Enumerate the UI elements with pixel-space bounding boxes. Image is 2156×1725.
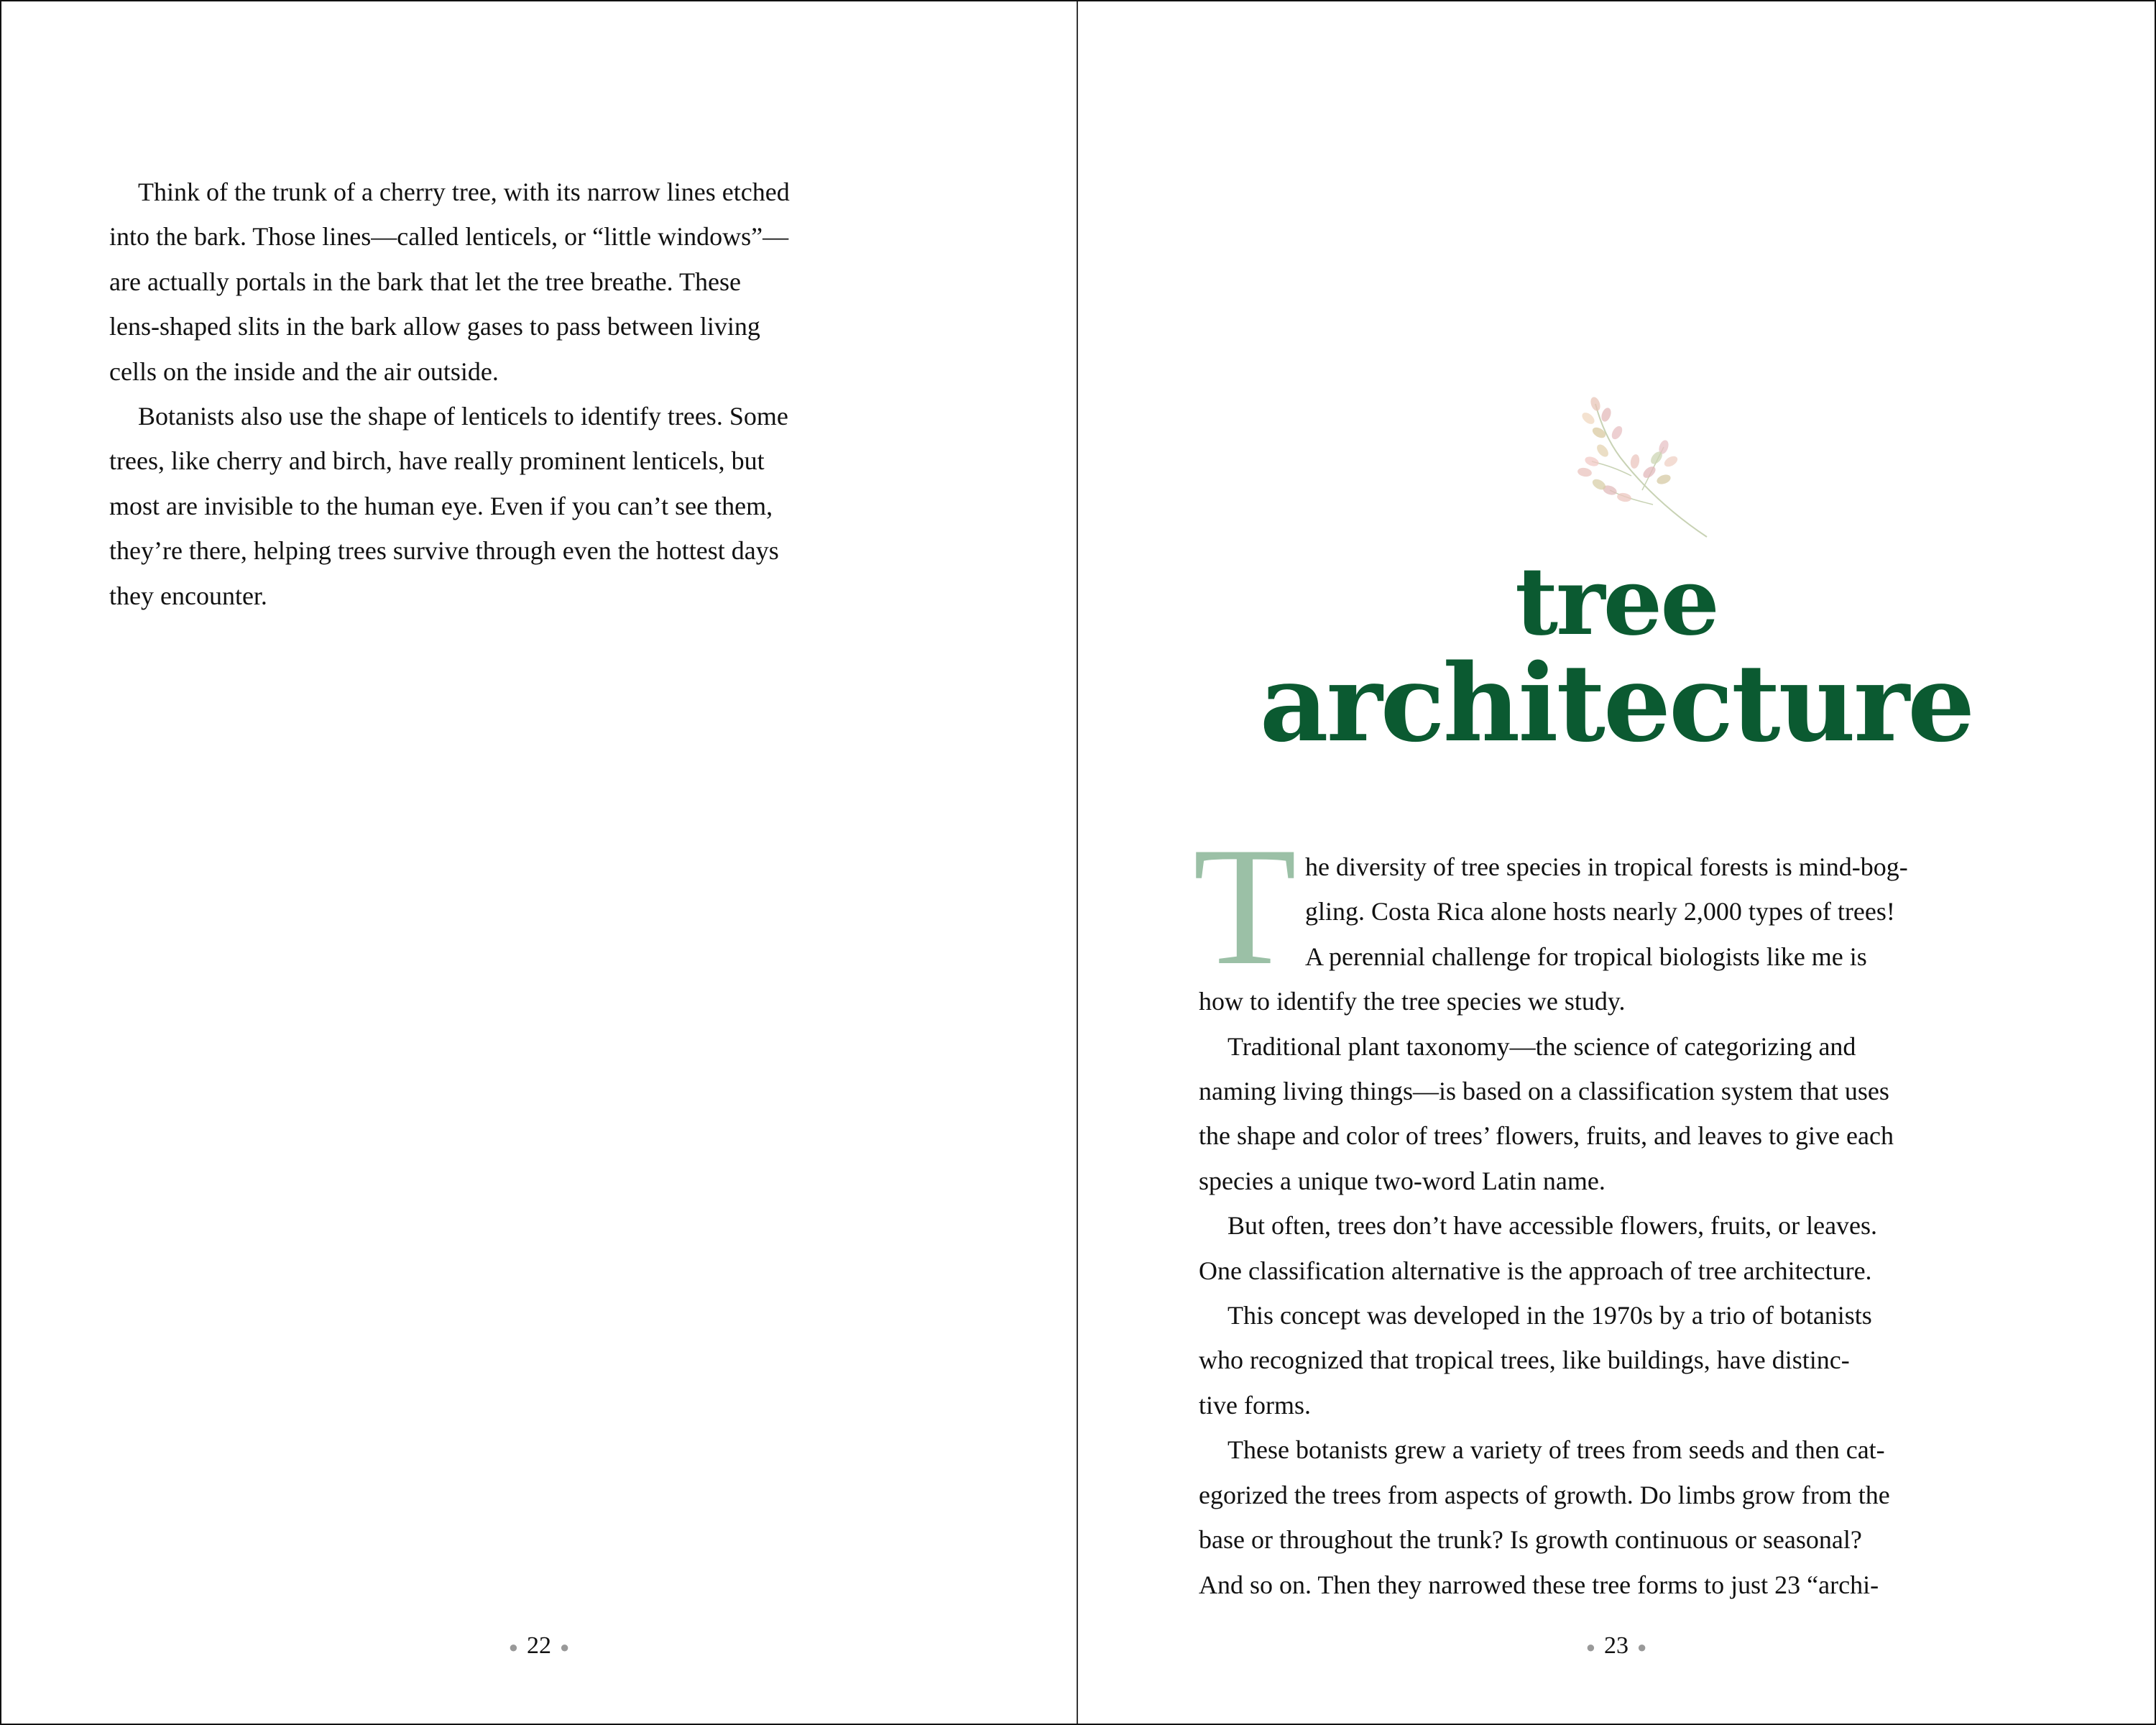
text-line: gling. Costa Rica alone hosts nearly 2,000 types of trees! — [1305, 897, 1895, 926]
folio-dot-icon: ● — [1637, 1638, 1647, 1657]
text-line: trees, like cherry and birch, have really prominent lenticels, but — [109, 446, 765, 476]
text-line: into the bark. Those lines—called lenticels, or “little windows”— — [109, 222, 789, 252]
text-line: Traditional plant taxonomy—the science of categorizing and — [1227, 1031, 1856, 1061]
text-line: Think of the trunk of a cherry tree, with its narrow lines etched — [138, 178, 790, 206]
leaf-sprig-icon — [1567, 390, 1710, 540]
text-line: how to identify the tree species we study. — [1199, 987, 1626, 1016]
text-line: naming living things—is based on a classification system that uses — [1199, 1077, 1889, 1106]
text-line: base or throughout the trunk? Is growth continuous or seasonal? — [1199, 1525, 1862, 1555]
text-line: Botanists also use the shape of lenticels to identify trees. Some — [138, 402, 788, 431]
right-body-text — [1199, 845, 2051, 1607]
text-line: they’re there, helping trees survive through even the hottest days — [109, 536, 779, 566]
text-line: the shape and color of trees’ flowers, fruits, and leaves to give each — [1199, 1121, 1894, 1151]
text-line: One classification alternative is the approach of tree architecture. — [1199, 1256, 1872, 1285]
text-line: lens-shaped slits in the bark allow gases to pass between living — [109, 312, 760, 341]
text-line: he diversity of tree species in tropical forests is mind-bog- — [1305, 852, 1908, 881]
text-line: are actually portals in the bark that let the tree breathe. These — [109, 267, 741, 296]
left-body-text — [109, 170, 957, 618]
text-line: These botanists grew a variety of trees from seeds and then cat- — [1227, 1435, 1885, 1465]
chapter-title-line-2: architecture — [1259, 640, 1973, 765]
text-line: cells on the inside and the air outside. — [109, 356, 499, 386]
left-page — [1, 1, 1078, 1724]
folio-dot-icon: ● — [560, 1638, 570, 1657]
text-line: egorized the trees from aspects of growth. Do limbs grow from the — [1199, 1480, 1890, 1509]
text-line: But often, trees don’t have accessible flowers, fruits, or leaves. — [1227, 1211, 1878, 1241]
text-line: species a unique two-word Latin name. — [1199, 1166, 1606, 1195]
text-line: This concept was developed in the 1970s by a trio of botanists — [1227, 1301, 1872, 1330]
right-page — [1078, 1, 2155, 1724]
folio-dot-icon: ● — [508, 1638, 518, 1657]
text-line: tive forms. — [1199, 1390, 1311, 1420]
page-number-right — [1078, 1632, 2155, 1662]
page-number: 23 — [1604, 1632, 1628, 1659]
text-line: most are invisible to the human eye. Even if you can’t see them, — [109, 491, 773, 520]
drop-cap: T — [1193, 813, 1297, 1000]
text-line: And so on. Then they narrowed these tree forms to just 23 “archi- — [1199, 1570, 1879, 1599]
page-number-left — [1, 1632, 1077, 1662]
page-number: 22 — [527, 1632, 551, 1659]
folio-dot-icon: ● — [1585, 1638, 1595, 1657]
chapter-title-line-1: tree — [1515, 546, 1718, 656]
text-line: who recognized that tropical trees, like buildings, have distinc- — [1199, 1346, 1850, 1375]
text-line: they encounter. — [109, 581, 267, 610]
text-line: A perennial challenge for tropical biologists like me is — [1305, 942, 1867, 971]
